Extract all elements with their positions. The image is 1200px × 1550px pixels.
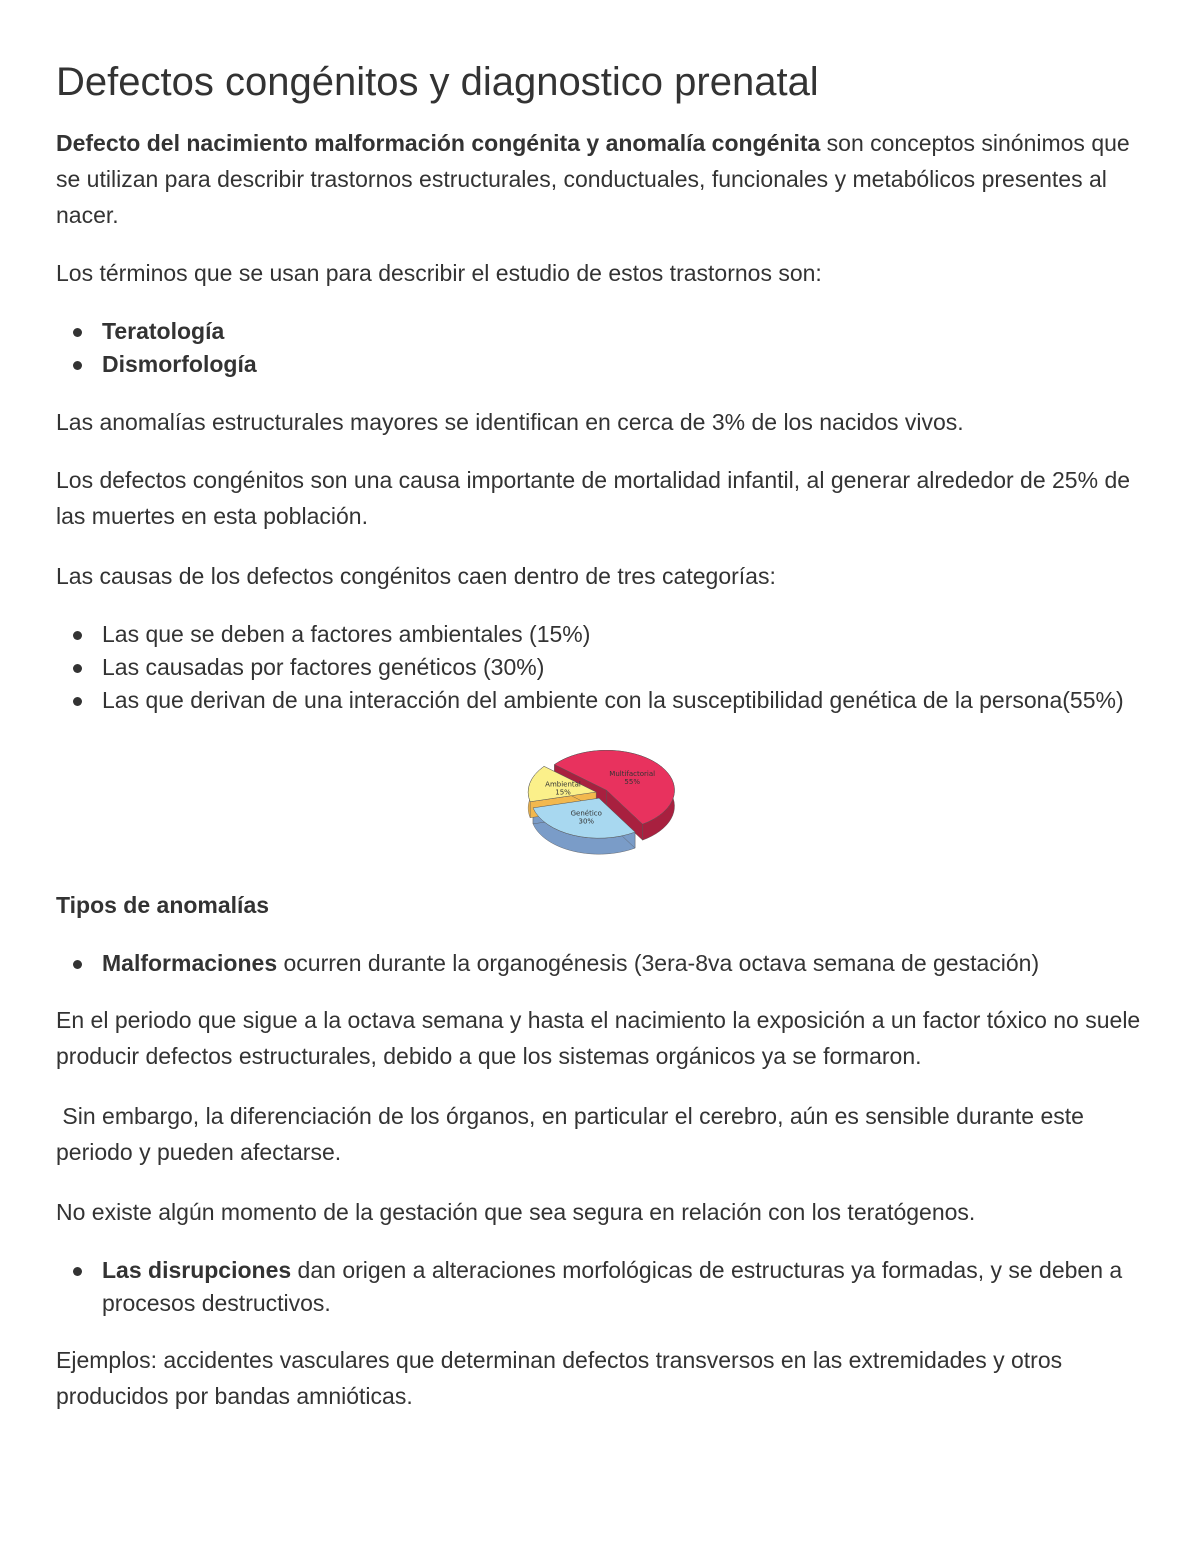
pie-label-category-1: Genético <box>570 809 602 818</box>
intro-rest: son conceptos sinónimos que se utilizan para describir trastornos estructurales, conductuales, funcionales y metabólicos presentes al nacer. <box>56 130 1130 228</box>
intro-paragraph <box>56 125 1145 233</box>
paragraph-mortalidad: Los defectos congénitos son una causa importante de mortalidad infantil, al generar alrededor de 25% de las muertes en esta población. <box>56 467 1131 529</box>
pie-chart-container <box>56 741 1145 865</box>
page-title: Defectos congénitos y diagnostico prenatal <box>56 60 819 104</box>
list-item-malformaciones: Malformaciones ocurren durante la organogénesis (3era-8va octava semana de gestación) <box>102 947 1145 980</box>
pie-label-value-1: 30% <box>577 817 594 826</box>
paragraph-anomalias-3pct: Las anomalías estructurales mayores se identifican en cerca de 3% de los nacidos vivos. <box>56 409 964 435</box>
paragraph-causas-intro: Las causas de los defectos congénitos caen dentro de tres categorías: <box>56 563 776 589</box>
paragraph-sin-embargo: Sin embargo, la diferenciación de los órganos, en particular el cerebro, aún es sensible durante este periodo y pueden afectarse. <box>56 1103 1091 1165</box>
pie-label-category-0: Multifactorial <box>608 770 655 779</box>
list-item-interaccion: Las que derivan de una interacción del ambiente con la susceptibilidad genética de la persona(55%) <box>102 684 1145 717</box>
list-item-geneticos: Las causadas por factores genéticos (30%) <box>102 651 1145 684</box>
list-item-teratologia: Teratología <box>102 315 1145 348</box>
tipos-heading: Tipos de anomalías <box>56 892 270 918</box>
terms-intro-paragraph: Los términos que se usan para describir el estudio de estos trastornos son: <box>56 260 822 286</box>
pie-chart <box>524 741 684 865</box>
intro-bold-terms: Defecto del nacimiento malformación congénita y anomalía congénita <box>56 130 821 156</box>
malformaciones-list <box>56 947 1145 980</box>
pie-label-value-0: 55% <box>623 778 640 787</box>
pie-label-value-2: 15% <box>554 788 571 797</box>
causas-list <box>56 618 1145 717</box>
disrupciones-list <box>56 1254 1145 1320</box>
pie-label-category-2: Ambiental <box>544 780 581 789</box>
paragraph-periodo: En el periodo que sigue a la octava semana y hasta el nacimiento la exposición a un factor tóxico no suele producir defectos estructurales, debido a que los sistemas orgánicos ya se formaron. <box>56 1007 1141 1069</box>
paragraph-no-existe: No existe algún momento de la gestación que sea segura en relación con los teratógenos. <box>56 1199 976 1225</box>
terms-list <box>56 315 1145 381</box>
list-item-ambientales: Las que se deben a factores ambientales (15%) <box>102 618 1145 651</box>
paragraph-ejemplos: Ejemplos: accidentes vasculares que determinan defectos transversos en las extremidades y otros producidos por bandas amnióticas. <box>56 1347 1063 1409</box>
list-item-disrupciones: Las disrupciones dan origen a alteraciones morfológicas de estructuras ya formadas, y se deben a procesos destructivos. <box>102 1254 1145 1320</box>
list-item-dismorfologia: Dismorfología <box>102 348 1145 381</box>
